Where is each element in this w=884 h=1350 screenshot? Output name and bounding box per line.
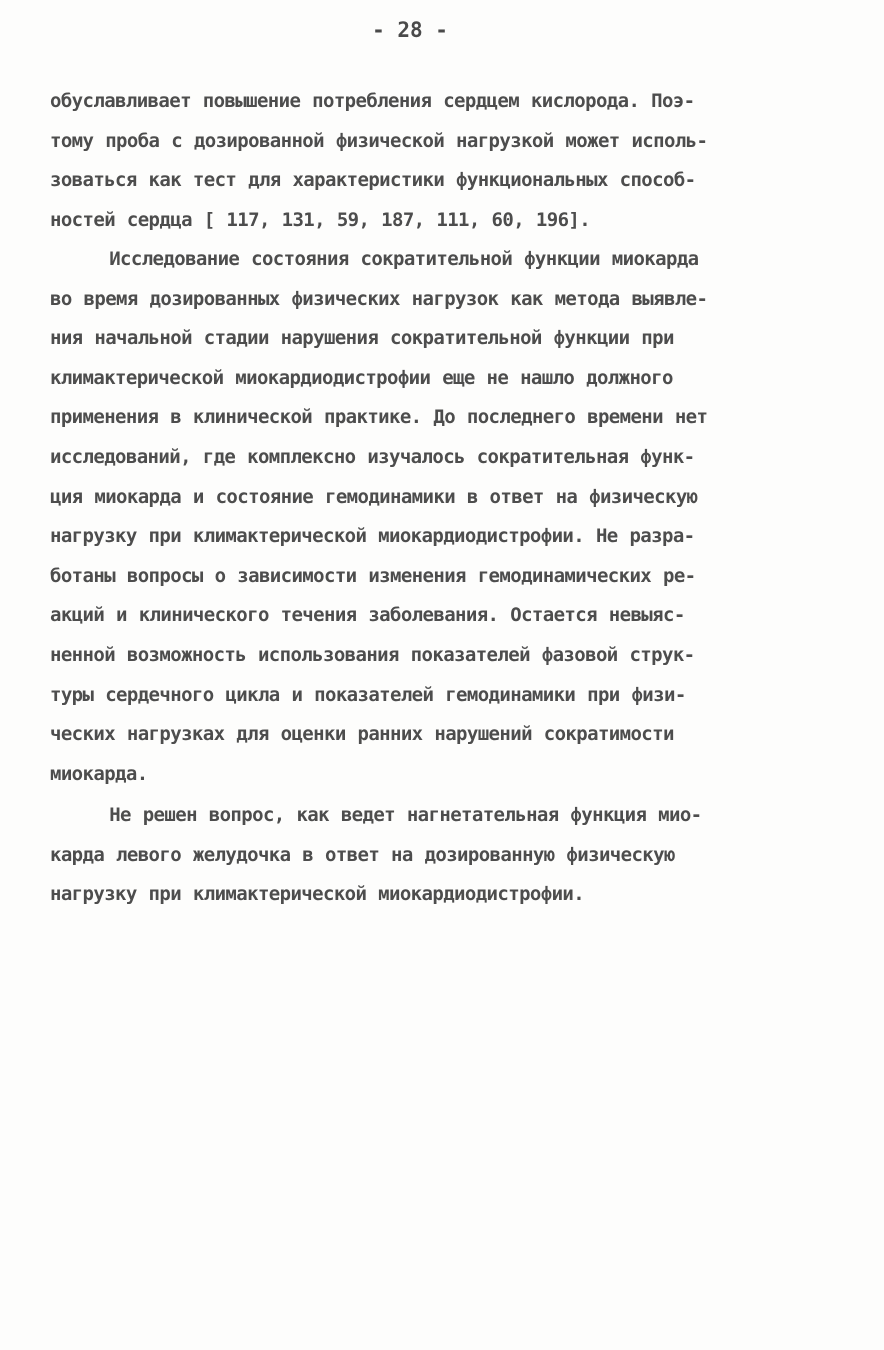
text-line: ния начальной стадии нарушения сократительной функции при bbox=[50, 327, 674, 350]
text-line: нагрузку при климактерической миокардиодистрофии. bbox=[50, 883, 585, 906]
text-line: тому проба с дозированной физической нагрузкой может исполь- bbox=[50, 129, 708, 152]
text-line: климактерической миокардиодистрофии еще не нашло должного bbox=[50, 366, 673, 389]
text-line: зоваться как тест для характеристики функциональных способ- bbox=[50, 169, 696, 192]
text-line: ностей сердца [ 117, 131, 59, 187, 111, 60, 196]. bbox=[50, 208, 591, 231]
paragraph-2 bbox=[50, 240, 840, 794]
text-line: карда левого желудочка в ответ на дозированную физическую bbox=[50, 843, 675, 866]
text-line: ция миокарда и состояние гемодинамики в ответ на физическую bbox=[50, 485, 698, 508]
paragraph-1 bbox=[50, 82, 840, 240]
text-line: во время дозированных физических нагрузок как метода выявле- bbox=[50, 287, 708, 310]
text-line: Не решен вопрос, как ведет нагнетательная функция мио- bbox=[50, 804, 702, 826]
text-line: исследований, где комплексно изучалось сократительная функ- bbox=[50, 445, 695, 468]
text-line: нагрузку при климактерической миокардиодистрофии. Не разра- bbox=[50, 525, 695, 548]
text-line: обуславливает повышение потребления сердцем кислорода. Поэ- bbox=[50, 90, 695, 112]
text-line: применения в клинической практике. До последнего времени нет bbox=[50, 406, 708, 429]
text-line: ботаны вопросы о зависимости изменения гемодинамических ре- bbox=[50, 564, 696, 587]
text-line: миокарда. bbox=[50, 762, 148, 785]
text-line: ненной возможность использования показателей фазовой струк- bbox=[50, 643, 695, 666]
text-line: ческих нагрузках для оценки ранних нарушений сократимости bbox=[50, 723, 674, 746]
paragraph-3 bbox=[50, 796, 840, 915]
page-number: - 28 - bbox=[372, 18, 448, 42]
text-line: Исследование состояния сократительной функции миокарда bbox=[50, 248, 699, 270]
text-line: акций и клинического течения заболевания. Остается невыяс- bbox=[50, 604, 685, 627]
text-line: туры сердечного цикла и показателей гемодинамики при физи- bbox=[50, 683, 686, 706]
